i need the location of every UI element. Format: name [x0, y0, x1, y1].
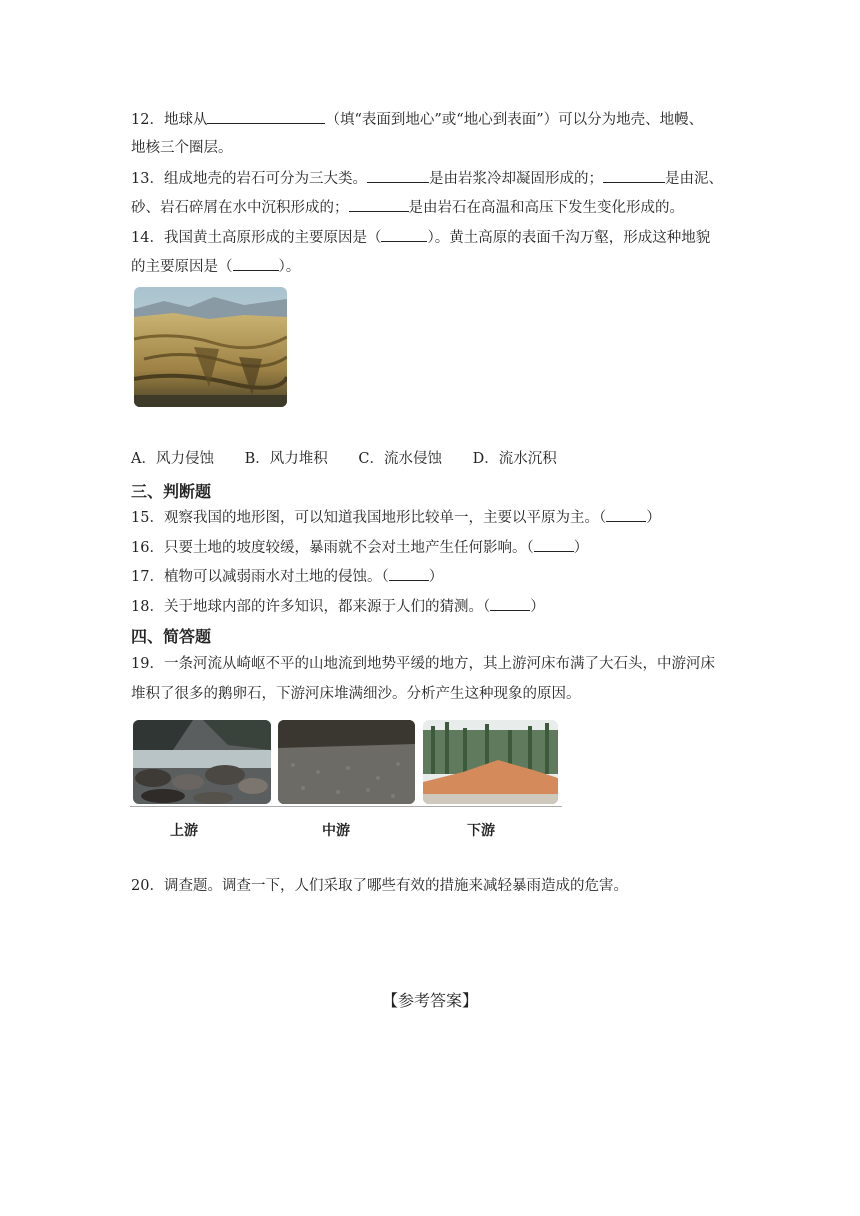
question-18: [131, 596, 545, 617]
q14-text-d: ）。: [278, 259, 301, 275]
q18-text: 18．关于地球内部的许多知识，都来源于人们的猜测。（: [131, 599, 491, 615]
answer-blank[interactable]: [207, 109, 325, 124]
q17-close: ）: [428, 569, 444, 585]
option-c[interactable]: C．流水侵蚀: [358, 451, 442, 467]
question-13-line-1: [131, 168, 723, 189]
q14-options: [131, 449, 583, 469]
q13-text-b: 是由岩浆冷却凝固形成的；: [428, 171, 603, 187]
q13-text-a: 13．组成地壳的岩石可分为三大类。: [131, 171, 367, 187]
question-13-line-2: [131, 197, 684, 218]
q13-text-c: 是由泥、: [664, 171, 723, 187]
reference-answer-title: 【参考答案】: [381, 991, 478, 1010]
q16-close: ）: [573, 540, 589, 556]
q14-text-c: 的主要原因是（: [131, 259, 233, 275]
q17-text: 17．植物可以减弱雨水对土地的侵蚀。（: [131, 569, 389, 585]
answer-blank[interactable]: [606, 507, 646, 522]
question-15: [131, 507, 661, 528]
q14-text-b: ）。黄土高原的表面千沟万壑，形成这种地貌: [427, 230, 711, 246]
caption-upstream: 上游: [170, 823, 198, 839]
caption-midstream: 中游: [322, 823, 350, 839]
q12-continuation: 地核三个圈层。: [131, 140, 233, 156]
caption-downstream: 下游: [467, 823, 495, 839]
loess-plateau-photo: [134, 287, 287, 407]
option-a[interactable]: A．风力侵蚀: [131, 451, 214, 467]
answer-blank[interactable]: [349, 197, 409, 212]
question-14-line-1: [131, 227, 710, 248]
answer-blank[interactable]: [490, 596, 530, 611]
question-20: 20．调查题。调查一下，人们采取了哪些有效的措施来减轻暴雨造成的危害。: [131, 878, 628, 894]
q14-text-a: 14．我国黄土高原形成的主要原因是（: [131, 230, 382, 246]
answer-blank[interactable]: [389, 566, 429, 581]
section-heading-judgement: 三、判断题: [131, 482, 212, 501]
question-16: [131, 537, 588, 558]
q15-close: ）: [646, 510, 661, 526]
option-d[interactable]: D．流水沉积: [472, 451, 557, 467]
q12-suffix: （填“表面到地心”或“地心到表面”）可以分为地壳、地幔、: [325, 112, 704, 128]
answer-blank[interactable]: [381, 227, 427, 242]
q15-text: 15．观察我国的地形图，可以知道我国地形比较单一，主要以平原为主。（: [131, 510, 607, 526]
question-12-line-2: [131, 138, 233, 158]
answer-blank[interactable]: [367, 168, 429, 183]
midstream-river-photo: [278, 720, 415, 804]
answer-blank[interactable]: [603, 168, 665, 183]
option-b[interactable]: B．风力堆积: [244, 451, 328, 467]
answer-blank[interactable]: [233, 256, 279, 271]
upstream-river-photo: [133, 720, 271, 804]
question-19-line-2: 堆积了很多的鹅卵石，下游河床堆满细沙。分析产生这种现象的原因。: [131, 686, 581, 702]
q13-text-e: 是由岩石在高温和高压下发生变化形成的。: [408, 200, 684, 216]
question-14-line-2: [131, 256, 300, 277]
question-12-line-1: [131, 109, 703, 130]
question-17: [131, 566, 443, 587]
downstream-river-photo: [423, 720, 558, 804]
q16-text: 16．只要土地的坡度较缓，暴雨就不会对土地产生任何影响。（: [131, 540, 534, 556]
answer-blank[interactable]: [534, 537, 574, 552]
q18-close: ）: [530, 599, 545, 615]
question-19-line-1: 19．一条河流从崎岖不平的山地流到地势平缓的地方，其上游河床布满了大石头，中游河床: [131, 656, 715, 672]
photo-baseline: [130, 806, 562, 807]
section-heading-short-answer: 四、简答题: [131, 627, 212, 646]
q12-prefix: 12．地球从: [131, 112, 208, 128]
q13-text-d: 砂、岩石碎屑在水中沉积形成的；: [131, 200, 349, 216]
